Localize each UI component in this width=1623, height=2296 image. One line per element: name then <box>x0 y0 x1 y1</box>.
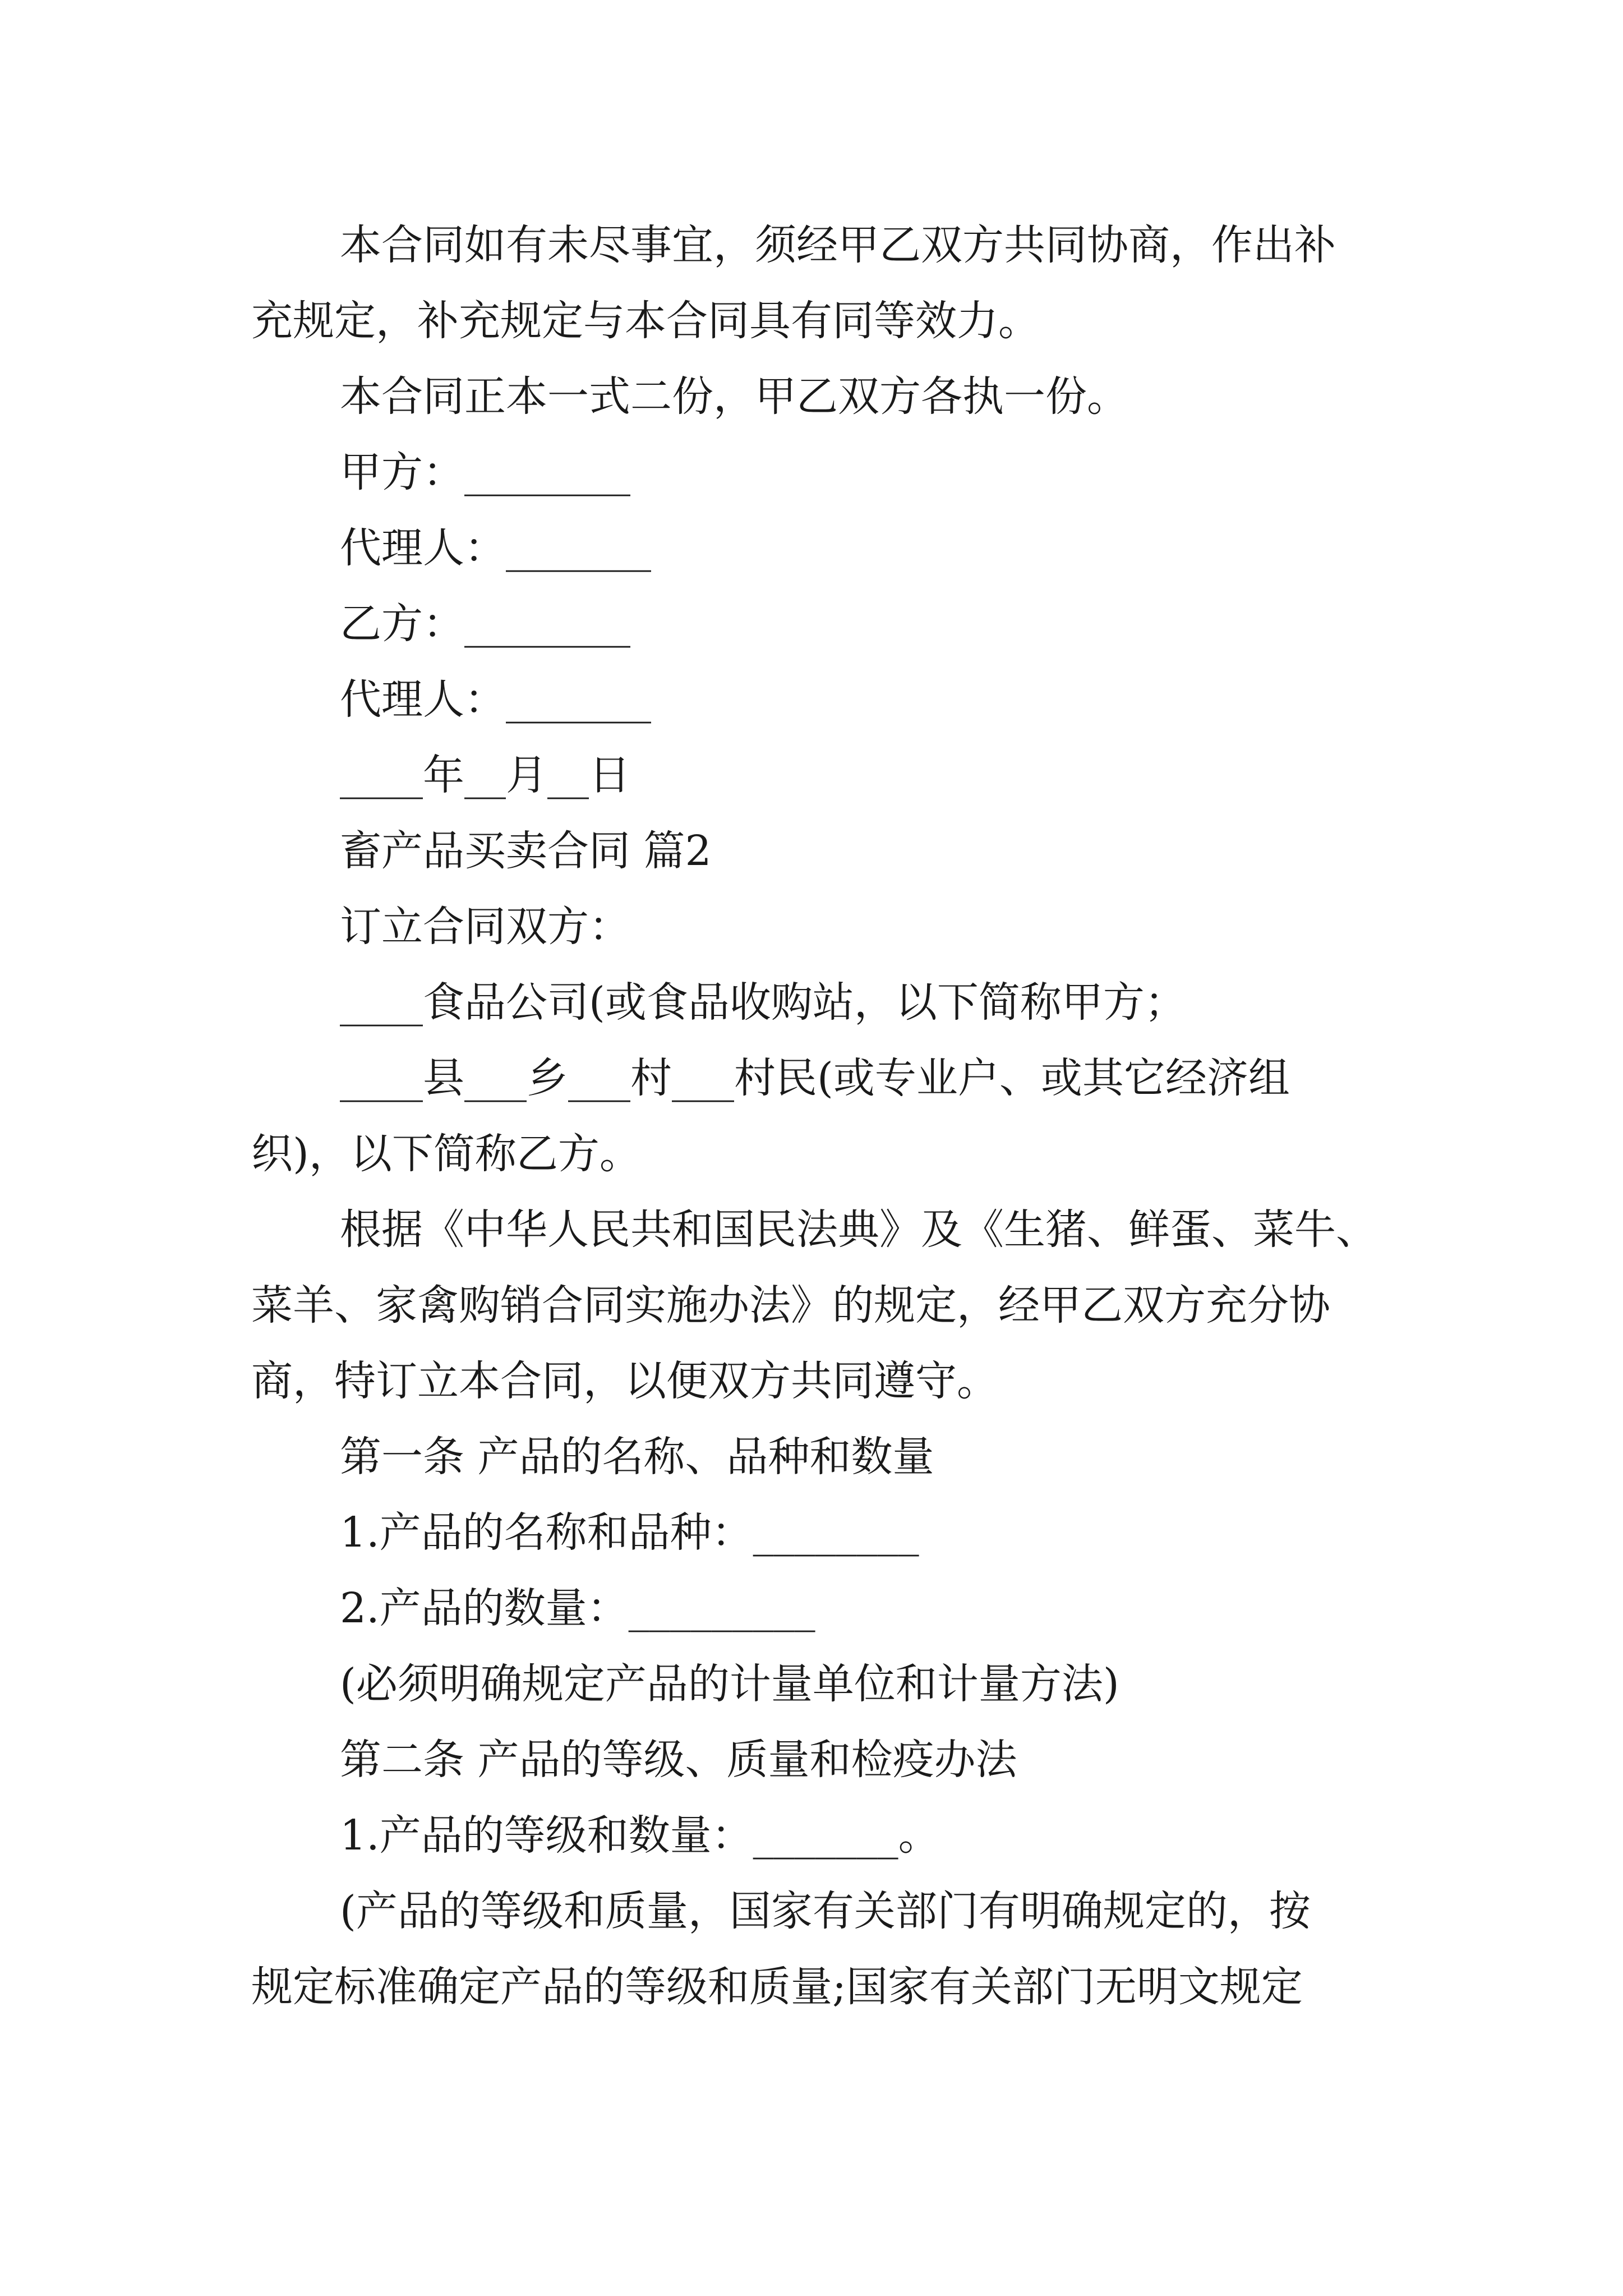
paragraph-line: 规定标准确定产品的等级和质量;国家有关部门无明文规定 <box>251 1963 1303 2011</box>
paragraph-line: 1.产品的名称和品种：________ <box>340 1508 919 1557</box>
paragraph-line: (必须明确规定产品的计量单位和计量方法) <box>340 1660 1119 1708</box>
paragraph-line: (产品的等级和质量，国家有关部门有明确规定的，按 <box>340 1887 1311 1935</box>
article-heading: 第二条 产品的等级、质量和检疫办法 <box>340 1736 1017 1784</box>
signature-line-agent-a: 代理人：_______ <box>340 524 651 572</box>
paragraph-line: 充规定，补充规定与本合同具有同等效力。 <box>251 297 1040 345</box>
signature-line-agent-b: 代理人：_______ <box>340 675 651 724</box>
paragraph-line: 2.产品的数量：_________ <box>340 1584 815 1632</box>
paragraph-line: 1.产品的等级和数量：_______。 <box>340 1811 940 1860</box>
article-heading: 第一条 产品的名称、品种和数量 <box>340 1433 934 1481</box>
paragraph-line: 本合同正本一式二份，甲乙双方各执一份。 <box>340 372 1128 421</box>
paragraph-line: 织)，以下简称乙方。 <box>251 1130 641 1178</box>
paragraph-line: 根据《中华人民共和国民法典》及《生猪、鲜蛋、菜牛、 <box>340 1205 1377 1254</box>
signature-line-party-a: 甲方：________ <box>340 448 630 496</box>
paragraph-line: ____食品公司(或食品收购站，以下简称甲方； <box>340 978 1186 1027</box>
paragraph-line: 菜羊、家禽购销合同实施办法》的规定，经甲乙双方充分协 <box>251 1281 1330 1329</box>
section-title: 畜产品买卖合同 篇2 <box>340 827 712 875</box>
date-line: ____年__月__日 <box>340 751 630 799</box>
paragraph-line: ____县___乡___村___村民(或专业户、或其它经济组 <box>340 1054 1290 1102</box>
signature-line-party-b: 乙方：________ <box>340 600 630 648</box>
document-page <box>251 208 1391 2025</box>
paragraph-line: 本合同如有未尽事宜，须经甲乙双方共同协商，作出补 <box>340 221 1336 269</box>
paragraph-line: 商，特订立本合同，以便双方共同遵守。 <box>251 1357 998 1405</box>
paragraph-line: 订立合同双方： <box>340 903 630 951</box>
